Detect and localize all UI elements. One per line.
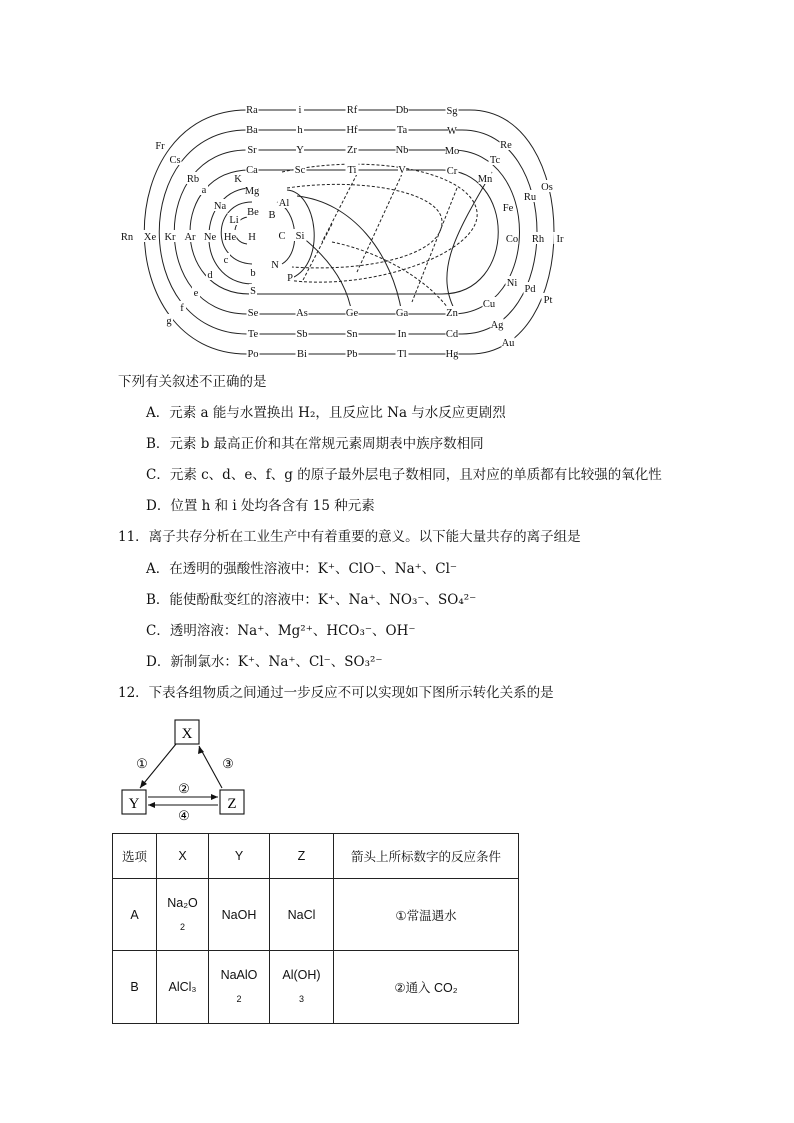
element-label-zn: Zn [446,308,458,319]
element-label-li: Li [229,215,239,226]
element-label-ta: Ta [396,125,408,136]
q11-option-c: C．透明溶液：Na⁺、Mg²⁺、HCO₃⁻、OH⁻ [146,623,416,639]
element-label-cr: Cr [446,166,458,177]
element-label-sb: Sb [296,329,308,340]
element-label-xe: Xe [143,232,157,243]
element-label-a: a [201,185,207,196]
row-b-y-line2: 2 [236,994,242,1004]
element-label-zr: Zr [347,145,357,156]
row-b-z [270,951,334,1024]
element-label-c: c [223,255,229,266]
row-b-x: AlCl₃ [157,951,209,1024]
element-label-hg: Hg [445,349,459,360]
element-label-sr: Sr [247,145,257,156]
element-label-nb: Nb [395,145,409,156]
element-label-pd: Pd [524,284,536,295]
element-label-as: As [296,308,308,319]
element-label-s: S [250,286,256,297]
q11-option-d: D．新制氯水：K⁺、Na⁺、Cl⁻、SO₃²⁻ [146,654,383,670]
element-label-sg: Sg [446,106,458,117]
element-label-na: Na [213,201,227,212]
element-label-po: Po [247,349,259,360]
element-label-pt: Pt [543,295,553,306]
label-y: Y [128,796,140,812]
spiral-periodic-table-diagram [112,92,582,372]
element-label-se: Se [247,308,259,319]
number-3: ③ [222,756,234,771]
element-label-p: P [287,273,293,284]
element-label-n: N [271,260,279,271]
header-x: X [157,834,209,879]
element-label-ar: Ar [184,232,196,243]
element-label-db: Db [395,105,409,116]
q10-option-c: C．元素 c、d、e、f、g 的原子最外层电子数相同，且对应的单质都有比较强的氧化性 [146,467,662,483]
q11-stem: 11．离子共存分析在工业生产中有着重要的意义。以下能大量共存的离子组是 [118,529,581,545]
element-label-tc: Tc [489,155,501,166]
element-label-ba: Ba [246,125,258,136]
number-1: ① [136,756,148,771]
q11-option-b: B．能使酚酞变红的溶液中：K⁺、Na⁺、NO₃⁻、SO₄²⁻ [146,592,477,608]
element-label-w: W [447,126,457,137]
header-y: Y [209,834,270,879]
element-label-h: h [297,125,303,136]
row-b-option: B [113,951,157,1024]
element-label-k: K [234,174,242,185]
element-label-cs: Cs [169,155,181,166]
row-b-condition: ②通入 CO₂ [334,951,519,1024]
element-label-y: Y [296,145,304,156]
element-label-d: d [207,270,213,281]
element-label-v: V [398,165,406,176]
element-label-rn: Rn [120,232,134,243]
element-label-ni: Ni [506,278,518,289]
element-label-rf: Rf [346,105,358,116]
element-label-in: In [397,329,407,340]
element-label-te: Te [247,329,259,340]
row-a-x [157,879,209,951]
element-label-ag: Ag [490,320,504,331]
element-label-bi: Bi [297,349,307,360]
element-label-mn: Mn [477,174,493,185]
table-row [113,879,519,951]
element-label-b: B [268,210,276,221]
row-a-condition: ①常温遇水 [334,879,519,951]
row-b-z-line2: 3 [298,994,304,1004]
element-label-si: Si [295,231,305,242]
element-label-fe: Fe [502,203,514,214]
element-label-ge: Ge [345,308,359,319]
row-b-z-line1: Al(OH) [282,968,321,982]
number-4: ④ [178,808,190,823]
row-b-y-line1: NaAlO [220,968,258,982]
element-label-he: He [223,232,237,243]
element-label-mo: Mo [444,146,460,157]
element-label-ir: Ir [556,234,564,245]
header-z: Z [270,834,334,879]
q12-table [112,833,519,1024]
element-label-i: i [298,105,302,116]
element-label-mg: Mg [244,186,260,197]
element-label-sn: Sn [346,329,358,340]
q12-stem: 12．下表各组物质之间通过一步反应不可以实现如下图所示转化关系的是 [118,685,554,701]
row-a-y: NaOH [209,879,270,951]
element-label-cd: Cd [445,329,459,340]
element-label-ru: Ru [523,192,537,203]
element-label-sc: Sc [294,165,306,176]
element-label-re: Re [500,140,512,151]
element-label-ga: Ga [395,308,409,319]
q10-option-a: A．元素 a 能与水置换出 H₂，且反应比 Na 与水反应更剧烈 [146,405,506,421]
header-condition: 箭头上所标数字的反应条件 [334,834,519,879]
table-header-row [113,834,519,879]
element-label-fr: Fr [155,141,165,152]
q10-option-b: B．元素 b 最高正价和其在常规元素周期表中族序数相同 [146,436,484,452]
element-label-ra: Ra [246,105,258,116]
element-label-co: Co [505,234,519,245]
element-label-hf: Hf [346,125,358,136]
number-2: ② [178,781,190,796]
element-label-f: f [180,303,184,314]
element-label-au: Au [501,338,515,349]
row-a-x-line2: 2 [179,921,185,932]
row-a-option: A [113,879,157,951]
element-label-h: H [248,232,256,243]
element-label-rb: Rb [186,174,200,185]
element-label-ne: Ne [203,232,217,243]
element-label-ti: Ti [347,165,357,176]
label-z: Z [227,796,237,812]
q11-option-a: A．在透明的强酸性溶液中：K⁺、ClO⁻、Na⁺、Cl⁻ [146,561,458,577]
q10-intro: 下列有关叙述不正确的是 [118,374,267,390]
element-label-g: g [166,316,172,327]
row-a-x-line1: Na₂O [167,895,198,910]
element-label-ca: Ca [246,165,258,176]
element-label-e: e [193,288,199,299]
element-label-b: b [250,268,256,279]
header-option: 选项 [113,834,157,879]
element-label-pb: Pb [346,349,358,360]
element-label-tl: Tl [397,349,407,360]
element-label-cu: Cu [482,299,496,310]
row-a-z: NaCl [270,879,334,951]
label-x: X [181,726,193,742]
element-label-kr: Kr [164,232,176,243]
conversion-triangle-diagram [112,716,272,826]
q10-option-d: D．位置 h 和 i 处均各含有 15 种元素 [146,498,375,514]
element-label-be: Be [247,207,259,218]
row-b-y [209,951,270,1024]
element-label-al: Al [278,198,290,209]
element-label-os: Os [541,182,553,193]
element-label-c: C [278,231,286,242]
element-label-rh: Rh [531,234,545,245]
table-row [113,951,519,1024]
